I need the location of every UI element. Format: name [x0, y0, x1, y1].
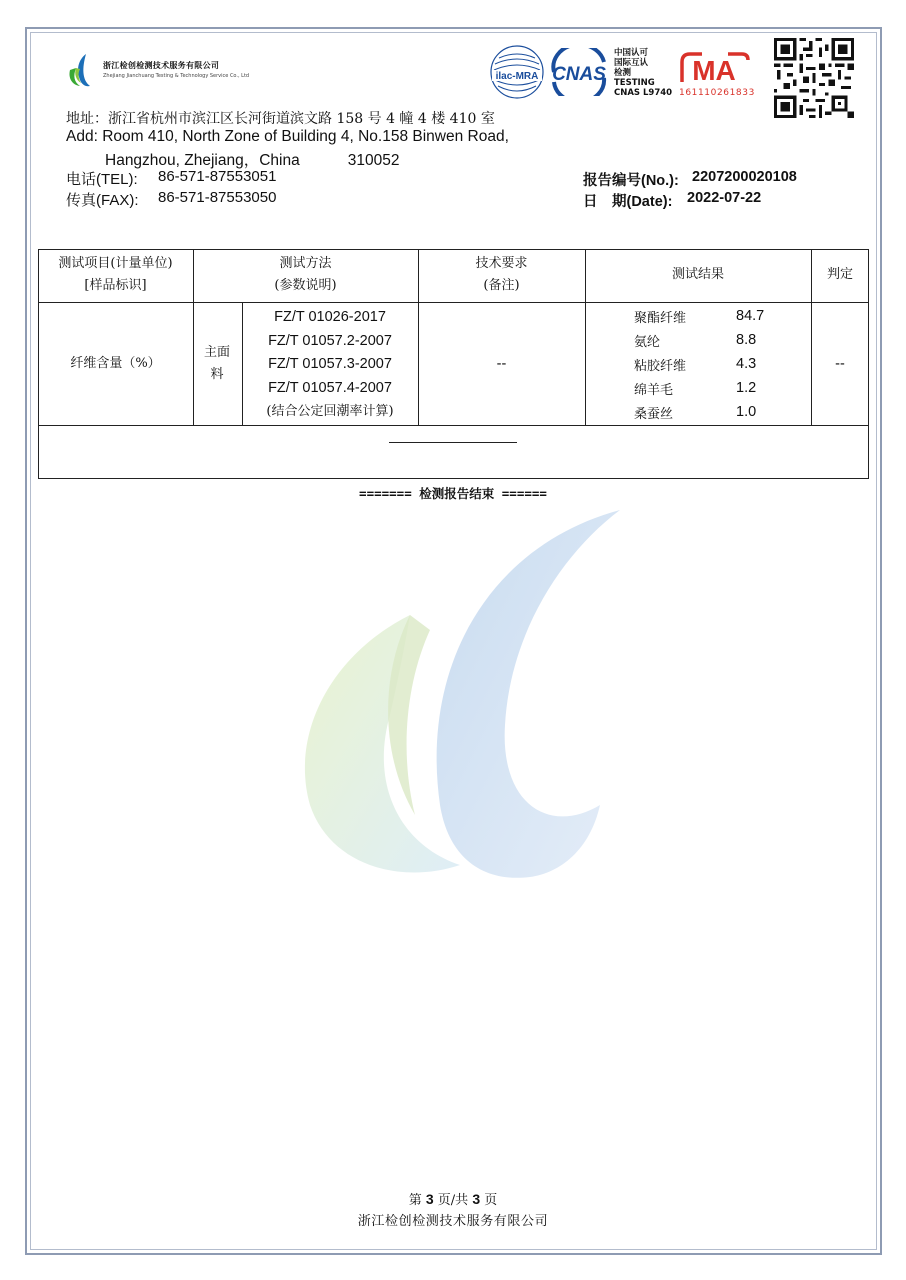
table-header-divider	[38, 302, 869, 303]
header-test-method	[193, 253, 418, 297]
cnas-line: CNAS L9740	[614, 88, 673, 98]
address-cn: 地址：浙江省杭州市滨江区长河街道滨文路 158 号 4 幢 4 楼 410 室	[66, 111, 495, 127]
address-city: Hangzhou, Zhejiang，China	[105, 152, 300, 169]
company-name-en: Zhejiang Jianchuang Testing & Technology Service Co., Ltd	[103, 73, 250, 79]
row-requirement: --	[496, 356, 507, 372]
cnas-line: 检测	[614, 68, 632, 78]
cnas-line: TESTING	[614, 78, 655, 88]
row-methods	[242, 306, 418, 423]
qr-code-icon[interactable]	[774, 38, 854, 118]
cma-label: MA	[692, 55, 736, 86]
page-mid: 页/共	[433, 1193, 473, 1208]
cnas-accreditation-text	[614, 48, 672, 98]
page-prefix: 第	[408, 1193, 426, 1208]
page-suffix: 页	[480, 1193, 498, 1208]
cma-number: 161110261833	[679, 88, 755, 98]
row-test-item: 纤维含量（%）	[70, 356, 161, 371]
result-fiber-name: 桑蚕丝	[634, 407, 674, 422]
method-note: (结合公定回潮率计算)	[266, 404, 394, 419]
result-fiber-value: 8.8	[736, 332, 757, 348]
report-end-mark: ======= 检测报告结束 ======	[359, 486, 547, 501]
header-test-method-line2: (参数说明)	[274, 278, 337, 293]
watermark-logo-icon	[290, 505, 630, 885]
header-result: 测试结果	[671, 267, 724, 282]
header-requirement	[418, 253, 585, 297]
postcode: 310052	[347, 152, 400, 169]
address-en-line1: Add: Room 410, North Zone of Building 4, No.158 Binwen Road,	[66, 128, 509, 145]
cnas-logo-icon	[548, 48, 610, 96]
ilac-mra-logo-icon	[489, 44, 545, 100]
cnas-line: 国际互认	[614, 58, 649, 68]
result-fiber-value: 1.0	[736, 404, 757, 420]
method-line: FZ/T 01057.4-2007	[268, 379, 392, 396]
result-fiber-name: 绵羊毛	[634, 383, 674, 398]
address-en-line2	[105, 148, 399, 170]
page-number	[0, 1189, 906, 1208]
tel-label: 电话(TEL):	[66, 171, 138, 188]
cma-logo-icon	[678, 50, 750, 86]
header-judgement: 判定	[826, 267, 853, 282]
report-number-label: 报告编号(No.):	[583, 173, 679, 189]
fax-value: 86-571-87553050	[158, 189, 277, 206]
header-test-method-line1: 测试方法	[279, 256, 332, 271]
header-requirement-line2: (备注)	[483, 278, 520, 293]
result-fiber-name: 氨纶	[634, 335, 661, 350]
result-fiber-name: 粘胶纤维	[634, 359, 687, 374]
method-line: FZ/T 01026-2017	[274, 309, 386, 325]
table-row-divider	[38, 425, 869, 426]
tel-value: 86-571-87553051	[158, 168, 277, 185]
result-fiber-value: 4.3	[736, 356, 757, 372]
page-total: 3	[472, 1191, 481, 1207]
signature-line	[389, 442, 517, 443]
header-test-item	[38, 253, 193, 297]
report-number-value: 2207200020108	[692, 169, 797, 185]
method-line: FZ/T 01057.3-2007	[268, 356, 392, 372]
company-logo-icon	[64, 52, 100, 88]
page-current: 3	[425, 1191, 434, 1207]
header-test-item-line1: 测试项目(计量单位)	[58, 256, 173, 271]
row-sample-id: 主面料	[203, 345, 230, 382]
cnas-line: 中国认可	[614, 48, 649, 58]
fax-label: 传真(FAX):	[66, 192, 139, 209]
report-date-value: 2022-07-22	[687, 190, 762, 206]
result-fiber-name: 聚酯纤维	[634, 311, 687, 326]
report-date-label: 日 期(Date):	[583, 194, 673, 210]
company-name-cn: 浙江检创检测技术服务有限公司	[103, 61, 220, 70]
result-fiber-value: 1.2	[736, 380, 757, 396]
method-line: FZ/T 01057.2-2007	[268, 332, 392, 349]
ilac-label: ilac-MRA	[495, 71, 539, 82]
header-requirement-line1: 技术要求	[475, 256, 528, 271]
header-test-item-line2: [样品标识]	[84, 278, 147, 293]
result-fiber-value: 84.7	[736, 308, 765, 324]
cnas-label: CNAS	[552, 64, 606, 85]
footer-company-name: 浙江检创检测技术服务有限公司	[357, 1214, 549, 1229]
row-judgement: --	[835, 356, 845, 372]
